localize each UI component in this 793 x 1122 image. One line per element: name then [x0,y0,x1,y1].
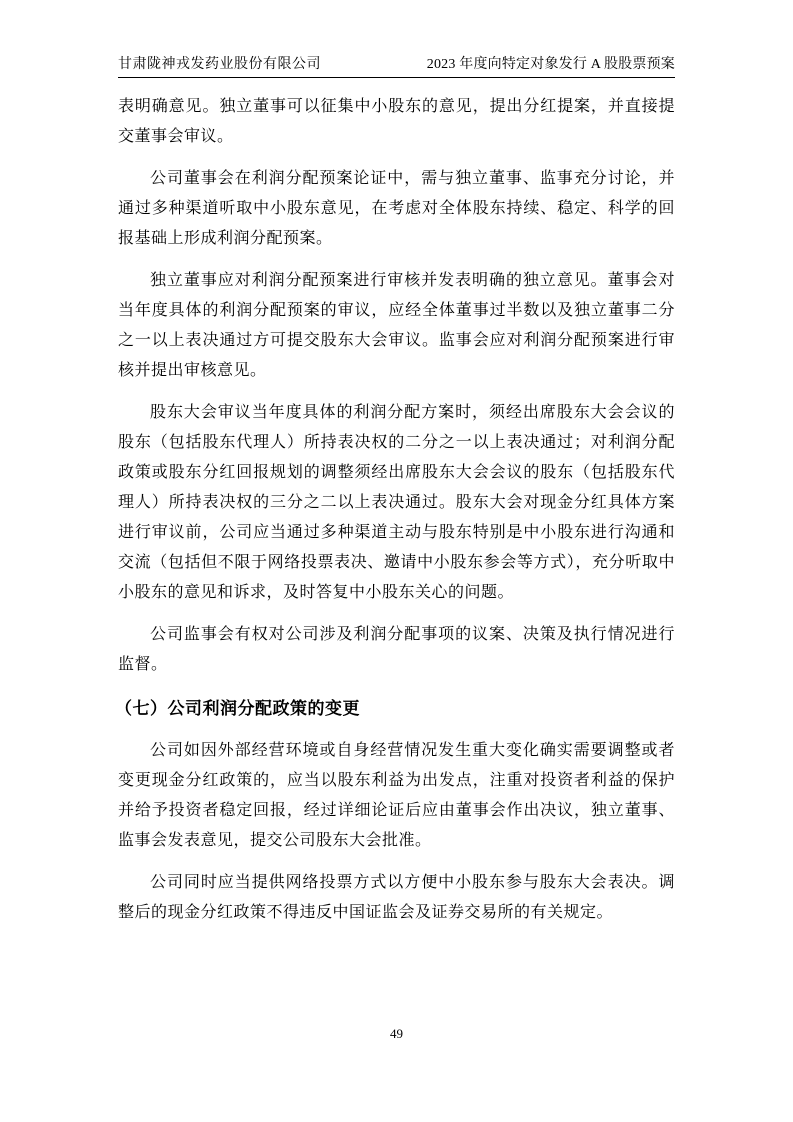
section-heading: （七）公司利润分配政策的变更 [115,699,360,718]
page-number: 49 [390,1026,403,1041]
page-footer [0,1026,793,1042]
paragraph-shareholders-meeting: 股东大会审议当年度具体的利润分配方案时，须经出席股东大会会议的股东（包括股东代理人）所持表决权的二分之一以上表决通过；对利润分配政策或股东分红回报规划的调整须经出席股东大会会议的股东（包括股东代理人）所持表决权的三分之二以上表决通过。股东大会对现金分红具体方案进行审议前，公司应当通过多种渠道主动与股东特别是中小股东进行沟通和交流（包括但不限于网络投票表决、邀请中小股东参会等方式），充分听取中小股东的意见和诉求，及时答复中小股东关心的问题。 [118,404,675,601]
header-company-name: 甘肃陇神戎发药业股份有限公司 [118,57,321,72]
document-body [115,80,675,928]
paragraph-independent-directors: 独立董事应对利润分配预案进行审核并发表明确的独立意见。董事会对当年度具体的利润分配预案的审议，应经全体董事过半数以及独立董事二分之一以上表决通过方可提交股东大会审议。监事会应对利润分配预案进行审核并提出审核意见。 [118,272,675,379]
header-document-title: 2023 年度向特定对象发行 A 股股票预案 [426,57,675,72]
paragraph-online-voting: 公司同时应当提供网络投票方式以方便中小股东参与股东大会表决。调整后的现金分红政策不得违反中国证监会及证券交易所的有关规定。 [118,874,675,921]
paragraph-continuation: 表明确意见。独立董事可以征集中小股东的意见，提出分红提案，并直接提交董事会审议。 [118,98,675,145]
page-header [118,56,675,78]
paragraph-board-discussion: 公司董事会在利润分配预案论证中，需与独立董事、监事充分讨论，并通过多种渠道听取中小股东意见，在考虑对全体股东持续、稳定、科学的回报基础上形成利润分配预案。 [118,170,675,247]
paragraph-policy-change: 公司如因外部经营环境或自身经营情况发生重大变化确实需要调整或者变更现金分红政策的，应当以股东利益为出发点，注重对投资者利益的保护并给予投资者稳定回报，经过详细论证后应由董事会作出决议，独立董事、监事会发表意见，提交公司股东大会批准。 [118,742,675,849]
paragraph-supervisory-board: 公司监事会有权对公司涉及利润分配事项的议案、决策及执行情况进行监督。 [118,626,675,673]
